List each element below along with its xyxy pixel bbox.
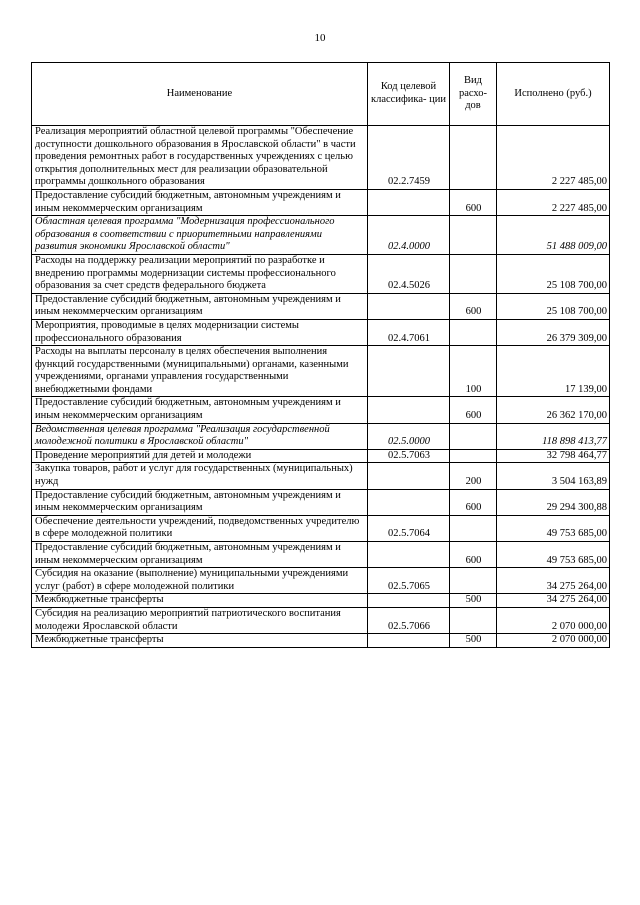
table-row: [32, 319, 610, 345]
row-name: Реализация мероприятий областной целевой программы "Обеспечение доступности дошкольного образования в Ярославской области" в части проведения ремонтных работ в государственных учреждениях с целью открытия дополнительных мест для реализации образовательной программы дошкольного образования: [32, 126, 368, 190]
row-type: [450, 216, 497, 255]
row-code: 02.5.7065: [368, 568, 450, 594]
row-name: Проведение мероприятий для детей и молодежи: [32, 449, 368, 463]
table-row: [32, 397, 610, 423]
row-name: Субсидия на реализацию мероприятий патриотического воспитания молодежи Ярославской области: [32, 607, 368, 633]
row-type: [450, 126, 497, 190]
row-code: 02.5.7066: [368, 607, 450, 633]
table-row: [32, 346, 610, 397]
row-type: [450, 423, 497, 449]
row-name: Предоставление субсидий бюджетным, автономным учреждениям и иным некоммерческим организациям: [32, 397, 368, 423]
row-amount: 29 294 300,88: [497, 489, 610, 515]
row-name: Расходы на поддержку реализации мероприятий по разработке и внедрению программы модернизации системы профессионального образования за счет средств федерального бюджета: [32, 254, 368, 293]
row-amount: 51 488 009,00: [497, 216, 610, 255]
row-type: [450, 319, 497, 345]
row-type: [450, 607, 497, 633]
row-name: Межбюджетные трансферты: [32, 594, 368, 608]
header-amount: Исполнено (руб.): [497, 63, 610, 126]
row-code: [368, 542, 450, 568]
table-row: [32, 216, 610, 255]
row-code: [368, 293, 450, 319]
row-amount: 34 275 264,00: [497, 568, 610, 594]
row-type: 100: [450, 346, 497, 397]
table-row: [32, 126, 610, 190]
row-amount: 2 070 000,00: [497, 607, 610, 633]
table-row: [32, 293, 610, 319]
header-code: Код целевой классифика- ции: [368, 63, 450, 126]
row-code: [368, 397, 450, 423]
row-name: Обеспечение деятельности учреждений, подведомственных учредителю в сфере молодежной политики: [32, 515, 368, 541]
row-name: Мероприятия, проводимые в целях модернизации системы профессионального образования: [32, 319, 368, 345]
row-type: 600: [450, 542, 497, 568]
row-code: 02.5.7063: [368, 449, 450, 463]
row-type: 500: [450, 634, 497, 648]
row-code: [368, 189, 450, 215]
table-row: [32, 189, 610, 215]
table-row: [32, 634, 610, 648]
row-type: 600: [450, 293, 497, 319]
page-number: 10: [314, 32, 326, 44]
row-amount: 25 108 700,00: [497, 293, 610, 319]
table-row: [32, 515, 610, 541]
table-row: [32, 423, 610, 449]
row-type: [450, 515, 497, 541]
row-name: Субсидия на оказание (выполнение) муниципальными учреждениями услуг (работ) в сфере молодежной политики: [32, 568, 368, 594]
table-header-row: [32, 63, 610, 126]
row-type: 500: [450, 594, 497, 608]
row-amount: 25 108 700,00: [497, 254, 610, 293]
row-amount: 17 139,00: [497, 346, 610, 397]
row-amount: 34 275 264,00: [497, 594, 610, 608]
row-name: Закупка товаров, работ и услуг для государственных (муниципальных) нужд: [32, 463, 368, 489]
row-type: 600: [450, 189, 497, 215]
row-amount: 26 362 170,00: [497, 397, 610, 423]
row-name: Межбюджетные трансферты: [32, 634, 368, 648]
row-code: [368, 594, 450, 608]
row-type: [450, 449, 497, 463]
row-type: 600: [450, 489, 497, 515]
row-amount: 49 753 685,00: [497, 515, 610, 541]
table-row: [32, 594, 610, 608]
row-type: 200: [450, 463, 497, 489]
row-code: [368, 463, 450, 489]
row-code: 02.4.5026: [368, 254, 450, 293]
row-amount: 118 898 413,77: [497, 423, 610, 449]
row-amount: 3 504 163,89: [497, 463, 610, 489]
table-row: [32, 489, 610, 515]
row-amount: 32 798 464,77: [497, 449, 610, 463]
table-row: [32, 607, 610, 633]
row-name: Ведомственная целевая программа "Реализация государственной молодежной политики в Ярославской области": [32, 423, 368, 449]
table-row: [32, 254, 610, 293]
row-amount: 2 070 000,00: [497, 634, 610, 648]
row-code: [368, 489, 450, 515]
row-amount: 26 379 309,00: [497, 319, 610, 345]
row-code: 02.5.7064: [368, 515, 450, 541]
header-type: Вид расхо- дов: [450, 63, 497, 126]
row-code: 02.5.0000: [368, 423, 450, 449]
row-amount: 49 753 685,00: [497, 542, 610, 568]
row-code: 02.2.7459: [368, 126, 450, 190]
row-code: 02.4.7061: [368, 319, 450, 345]
row-amount: 2 227 485,00: [497, 189, 610, 215]
table-row: [32, 463, 610, 489]
row-type: [450, 254, 497, 293]
table-row: [32, 449, 610, 463]
row-type: [450, 568, 497, 594]
row-name: Предоставление субсидий бюджетным, автономным учреждениям и иным некоммерческим организациям: [32, 489, 368, 515]
row-code: 02.4.0000: [368, 216, 450, 255]
row-code: [368, 346, 450, 397]
row-name: Областная целевая программа "Модернизация профессионального образования в соответствии с приоритетными направлениями развития экономики Ярославской области": [32, 216, 368, 255]
row-name: Предоставление субсидий бюджетным, автономным учреждениям и иным некоммерческим организациям: [32, 189, 368, 215]
header-name: Наименование: [32, 63, 368, 126]
budget-table: [31, 62, 610, 648]
row-amount: 2 227 485,00: [497, 126, 610, 190]
row-name: Предоставление субсидий бюджетным, автономным учреждениям и иным некоммерческим организациям: [32, 293, 368, 319]
table-row: [32, 542, 610, 568]
row-type: 600: [450, 397, 497, 423]
row-name: Расходы на выплаты персоналу в целях обеспечения выполнения функций государственными (муниципальными) органами, казенными учреждениями, органами управления государственными внебюджетными фондами: [32, 346, 368, 397]
table-row: [32, 568, 610, 594]
row-code: [368, 634, 450, 648]
row-name: Предоставление субсидий бюджетным, автономным учреждениям и иным некоммерческим организациям: [32, 542, 368, 568]
